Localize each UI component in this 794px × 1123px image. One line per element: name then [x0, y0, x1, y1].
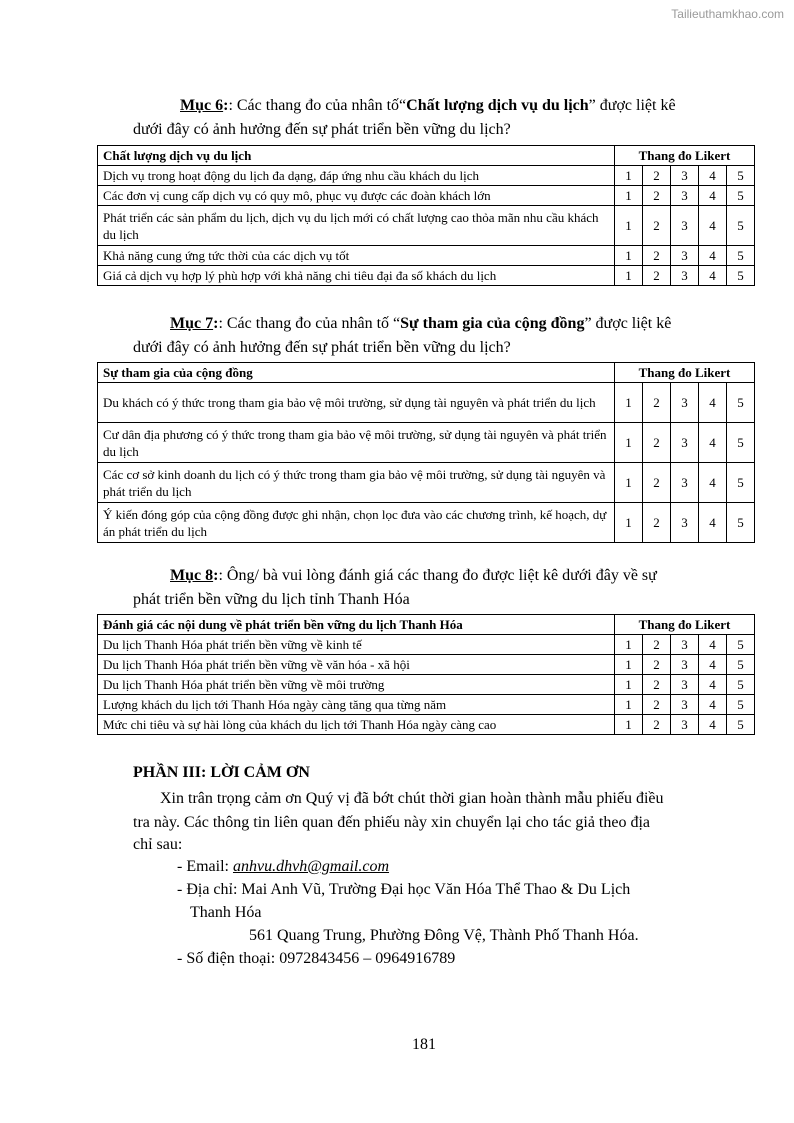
row-label: Phát triển các sản phẩm du lịch, dịch vụ du lịch mới có chất lượng cao thỏa mãn nhu cầu khách du lịch [98, 206, 615, 246]
muc8-label: Mục 8 [170, 567, 214, 584]
muc7-line1: Mục 7:: Các thang đo của nhân tố “Sự tham gia của cộng đồng” được liệt kê [170, 315, 672, 332]
likert-1-option[interactable]: 1 [615, 463, 643, 503]
table-row [98, 503, 755, 543]
likert-5-option[interactable]: 5 [727, 503, 755, 543]
table-row [98, 266, 755, 286]
row-label: Khả năng cung ứng tức thời của các dịch vụ tốt [98, 246, 615, 266]
likert-2-option[interactable]: 2 [643, 166, 671, 186]
likert-3-option[interactable]: 3 [671, 166, 699, 186]
likert-4-option[interactable]: 4 [699, 246, 727, 266]
likert-5-option[interactable]: 5 [727, 715, 755, 735]
likert-5-option[interactable]: 5 [727, 166, 755, 186]
likert-2-option[interactable]: 2 [643, 715, 671, 735]
row-label: Dịch vụ trong hoạt động du lịch đa dạng, đáp ứng nhu cầu khách du lịch [98, 166, 615, 186]
likert-4-option[interactable]: 4 [699, 635, 727, 655]
table-row [98, 246, 755, 266]
table6-likert-header: Thang đo Likert [615, 146, 755, 166]
table-row [98, 166, 755, 186]
table-su-tham-gia-cong-dong [97, 362, 755, 543]
likert-5-option[interactable]: 5 [727, 206, 755, 246]
muc6-text-pre: : Các thang đo của nhân tố“ [228, 97, 407, 114]
likert-1-option[interactable]: 1 [615, 655, 643, 675]
likert-4-option[interactable]: 4 [699, 655, 727, 675]
likert-1-option[interactable]: 1 [615, 695, 643, 715]
likert-5-option[interactable]: 5 [727, 186, 755, 206]
likert-3-option[interactable]: 3 [671, 463, 699, 503]
muc6-text-post: ” được liệt kê [588, 97, 676, 114]
likert-1-option[interactable]: 1 [615, 635, 643, 655]
likert-1-option[interactable]: 1 [615, 246, 643, 266]
likert-4-option[interactable]: 4 [699, 503, 727, 543]
row-label: Mức chi tiêu và sự hài lòng của khách du lịch tới Thanh Hóa ngày càng cao [98, 715, 615, 735]
likert-1-option[interactable]: 1 [615, 166, 643, 186]
likert-5-option[interactable]: 5 [727, 246, 755, 266]
likert-2-option[interactable]: 2 [643, 635, 671, 655]
table6-header: Chất lượng dịch vụ du lịch [98, 146, 615, 166]
phone-line: - Số điện thoại: 0972843456 – 0964916789 [177, 950, 456, 967]
table8-header: Đánh giá các nội dung về phát triển bền vững du lịch Thanh Hóa [98, 615, 615, 635]
likert-4-option[interactable]: 4 [699, 463, 727, 503]
likert-2-option[interactable]: 2 [643, 695, 671, 715]
likert-3-option[interactable]: 3 [671, 655, 699, 675]
likert-4-option[interactable]: 4 [699, 715, 727, 735]
likert-2-option[interactable]: 2 [643, 383, 671, 423]
muc7-text-post: ” được liệt kê [584, 315, 672, 332]
likert-1-option[interactable]: 1 [615, 186, 643, 206]
likert-2-option[interactable]: 2 [643, 655, 671, 675]
table-row [98, 695, 755, 715]
muc6-line1: Mục 6:: Các thang đo của nhân tố“Chất lượng dịch vụ du lịch” được liệt kê [180, 97, 676, 114]
likert-4-option[interactable]: 4 [699, 675, 727, 695]
address-line3: 561 Quang Trung, Phường Đông Vệ, Thành Phố Thanh Hóa. [249, 927, 639, 944]
row-label: Du lịch Thanh Hóa phát triển bền vững về văn hóa - xã hội [98, 655, 615, 675]
likert-2-option[interactable]: 2 [643, 463, 671, 503]
table-chat-luong-dich-vu [97, 145, 755, 286]
muc7-label: Mục 7 [170, 315, 214, 332]
likert-4-option[interactable]: 4 [699, 166, 727, 186]
likert-4-option[interactable]: 4 [699, 186, 727, 206]
table7-header: Sự tham gia của cộng đồng [98, 363, 615, 383]
likert-1-option[interactable]: 1 [615, 383, 643, 423]
likert-2-option[interactable]: 2 [643, 246, 671, 266]
table-row [98, 423, 755, 463]
table-row [98, 206, 755, 246]
table-row [98, 383, 755, 423]
likert-5-option[interactable]: 5 [727, 383, 755, 423]
row-label: Các đơn vị cung cấp dịch vụ có quy mô, phục vụ được các đoàn khách lớn [98, 186, 615, 206]
likert-2-option[interactable]: 2 [643, 266, 671, 286]
muc6-label: Mục 6 [180, 97, 224, 114]
likert-1-option[interactable]: 1 [615, 675, 643, 695]
row-label: Các cơ sở kinh doanh du lịch có ý thức trong tham gia bảo vệ môi trường, sử dụng tài nguyên và phát triển du lịch [98, 463, 615, 503]
likert-3-option[interactable]: 3 [671, 206, 699, 246]
likert-2-option[interactable]: 2 [643, 423, 671, 463]
muc6-line2: dưới đây có ảnh hưởng đến sự phát triển bền vững du lịch? [133, 121, 511, 138]
likert-5-option[interactable]: 5 [727, 635, 755, 655]
muc7-text-pre: : Các thang đo của nhân tố “ [218, 315, 401, 332]
likert-1-option[interactable]: 1 [615, 503, 643, 543]
table8-likert-header: Thang đo Likert [615, 615, 755, 635]
likert-4-option[interactable]: 4 [699, 206, 727, 246]
row-label: Du lịch Thanh Hóa phát triển bền vững về môi trường [98, 675, 615, 695]
muc7-factor: Sự tham gia của cộng đồng [400, 315, 585, 332]
likert-5-option[interactable]: 5 [727, 266, 755, 286]
likert-4-option[interactable]: 4 [699, 266, 727, 286]
likert-5-option[interactable]: 5 [727, 695, 755, 715]
muc6-factor: Chất lượng dịch vụ du lịch [406, 97, 589, 114]
table-row [98, 715, 755, 735]
row-label: Ý kiến đóng góp của cộng đồng được ghi nhận, chọn lọc đưa vào các chương trình, kế hoạch, dự án phát triển du lịch [98, 503, 615, 543]
likert-2-option[interactable]: 2 [643, 186, 671, 206]
thanks-line1: Xin trân trọng cảm ơn Quý vị đã bớt chút thời gian hoàn thành mẫu phiếu điều [160, 790, 664, 807]
likert-4-option[interactable]: 4 [699, 383, 727, 423]
table-row [98, 463, 755, 503]
thanks-line2: tra này. Các thông tin liên quan đến phiếu này xin chuyển lại cho tác giả theo địa [133, 814, 651, 831]
part3-title: PHẦN III: LỜI CẢM ƠN [133, 764, 310, 781]
thanks-line3: chỉ sau: [133, 836, 183, 853]
muc7-line2: dưới đây có ảnh hưởng đến sự phát triển bền vững du lịch? [133, 339, 511, 356]
muc8-line1: Mục 8:: Ông/ bà vui lòng đánh giá các thang đo được liệt kê dưới đây về sự [170, 567, 657, 584]
email-link[interactable]: anhvu.dhvh@gmail.com [232, 858, 390, 875]
likert-2-option[interactable]: 2 [643, 675, 671, 695]
likert-3-option[interactable]: 3 [671, 266, 699, 286]
likert-4-option[interactable]: 4 [699, 695, 727, 715]
row-label: Cư dân địa phương có ý thức trong tham gia bảo vệ môi trường, sử dụng tài nguyên và phát triển du lịch [98, 423, 615, 463]
likert-3-option[interactable]: 3 [671, 186, 699, 206]
row-label: Du khách có ý thức trong tham gia bảo vệ môi trường, sử dụng tài nguyên và phát triển du lịch [98, 383, 615, 423]
likert-3-option[interactable]: 3 [671, 423, 699, 463]
likert-1-option[interactable]: 1 [615, 715, 643, 735]
table-row [98, 635, 755, 655]
likert-3-option[interactable]: 3 [671, 635, 699, 655]
likert-3-option[interactable]: 3 [671, 383, 699, 423]
likert-2-option[interactable]: 2 [643, 503, 671, 543]
address-line1: - Địa chỉ: Mai Anh Vũ, Trường Đại học Văn Hóa Thể Thao & Du Lịch [177, 881, 631, 898]
likert-2-option[interactable]: 2 [643, 206, 671, 246]
likert-3-option[interactable]: 3 [671, 246, 699, 266]
likert-5-option[interactable]: 5 [727, 655, 755, 675]
likert-5-option[interactable]: 5 [727, 675, 755, 695]
row-label: Lượng khách du lịch tới Thanh Hóa ngày càng tăng qua từng năm [98, 695, 615, 715]
likert-5-option[interactable]: 5 [727, 463, 755, 503]
likert-3-option[interactable]: 3 [671, 715, 699, 735]
table7-likert-header: Thang đo Likert [615, 363, 755, 383]
page-number: 181 [412, 1036, 436, 1053]
likert-3-option[interactable]: 3 [671, 503, 699, 543]
muc8-line2: phát triển bền vững du lịch tỉnh Thanh Hóa [133, 591, 410, 608]
table-row [98, 186, 755, 206]
table-row [98, 675, 755, 695]
likert-1-option[interactable]: 1 [615, 206, 643, 246]
likert-3-option[interactable]: 3 [671, 675, 699, 695]
table-row [98, 655, 755, 675]
table-danh-gia-ben-vung [97, 614, 755, 735]
likert-4-option[interactable]: 4 [699, 423, 727, 463]
row-label: Du lịch Thanh Hóa phát triển bền vững về kinh tế [98, 635, 615, 655]
row-label: Giá cả dịch vụ hợp lý phù hợp với khả năng chi tiêu đại đa số khách du lịch [98, 266, 615, 286]
likert-3-option[interactable]: 3 [671, 695, 699, 715]
likert-1-option[interactable]: 1 [615, 423, 643, 463]
email-line [177, 855, 389, 879]
address-line2: Thanh Hóa [190, 904, 262, 921]
email-label: - Email: [177, 858, 233, 875]
likert-1-option[interactable]: 1 [615, 266, 643, 286]
likert-5-option[interactable]: 5 [727, 423, 755, 463]
watermark: Tailieuthamkhao.com [671, 7, 784, 21]
muc8-text-pre: : Ông/ bà vui lòng đánh giá các thang đo được liệt kê dưới đây về sự [218, 567, 657, 584]
